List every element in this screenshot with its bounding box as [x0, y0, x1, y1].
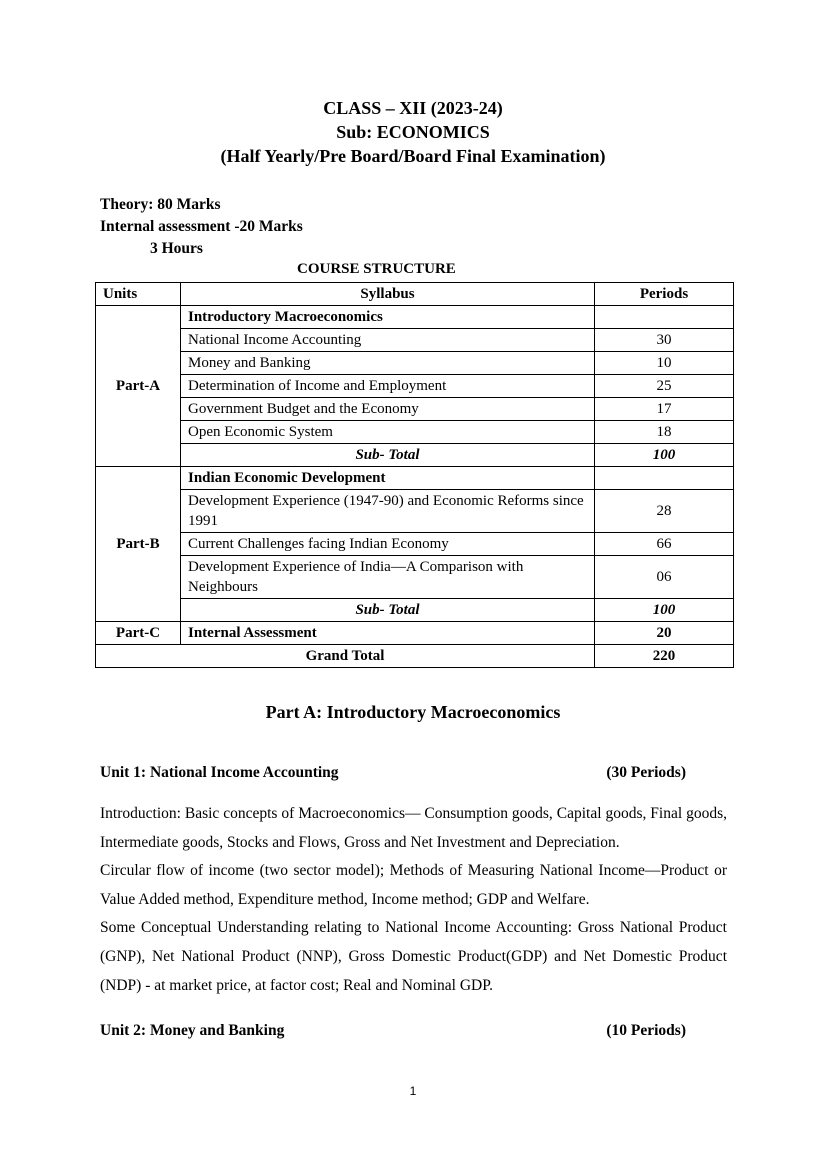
unit-1-paragraph: Some Conceptual Understanding relating to National Income Accounting: Gross National Product (GNP), Net National Product (NNP), Gross Domestic Product(GDP) and Net Domestic Product (NDP) - at market price, at factor cost; Real and Nominal GDP.	[100, 919, 727, 994]
unit-2-title: Unit 2: Money and Banking	[100, 1022, 285, 1039]
part-a-title: Introductory Macroeconomics	[181, 306, 595, 329]
grand-total-label: Grand Total	[96, 645, 595, 668]
units-column-header: Units	[96, 283, 181, 306]
unit-2-periods: (10 Periods)	[606, 1022, 686, 1039]
class-line: CLASS – XII (2023-24)	[323, 98, 503, 118]
part-a-subtotal-label: Sub- Total	[181, 444, 595, 467]
topic-periods: 06	[595, 556, 734, 599]
table-row	[96, 533, 734, 556]
periods-column-header: Periods	[595, 283, 734, 306]
table-row	[96, 306, 734, 329]
part-c-periods: 20	[595, 622, 734, 645]
table-row	[96, 329, 734, 352]
unit-1-content	[100, 800, 727, 1000]
table-row	[96, 599, 734, 622]
internal-assessment-marks: Internal assessment -20 Marks	[100, 218, 303, 235]
grand-total-row	[96, 645, 734, 668]
course-structure-table	[95, 282, 734, 668]
part-b-title-periods	[595, 467, 734, 490]
table-header-row	[96, 283, 734, 306]
part-b-subtotal-value: 100	[595, 599, 734, 622]
unit-1-periods: (30 Periods)	[606, 764, 686, 781]
syllabus-topic: Government Budget and the Economy	[181, 398, 595, 421]
exam-meta	[100, 194, 303, 260]
syllabus-topic: Open Economic System	[181, 421, 595, 444]
topic-periods: 30	[595, 329, 734, 352]
part-a-subtotal-value: 100	[595, 444, 734, 467]
table-row	[96, 467, 734, 490]
table-row	[96, 352, 734, 375]
document-title	[0, 96, 826, 168]
table-row	[96, 375, 734, 398]
part-b-label: Part-B	[96, 467, 181, 622]
unit-1-title: Unit 1: National Income Accounting	[100, 764, 339, 781]
syllabus-topic: Current Challenges facing Indian Economy	[181, 533, 595, 556]
theory-marks: Theory: 80 Marks	[100, 196, 221, 213]
course-structure-heading: COURSE STRUCTURE	[297, 261, 456, 277]
table-row	[96, 398, 734, 421]
part-c-title: Internal Assessment	[181, 622, 595, 645]
part-b-subtotal-label: Sub- Total	[181, 599, 595, 622]
syllabus-column-header: Syllabus	[181, 283, 595, 306]
table-row	[96, 421, 734, 444]
topic-periods: 18	[595, 421, 734, 444]
syllabus-topic: Development Experience of India—A Comparison with Neighbours	[181, 556, 595, 599]
part-b-title: Indian Economic Development	[181, 467, 595, 490]
unit-1-paragraph: Circular flow of income (two sector model); Methods of Measuring National Income—Product or Value Added method, Expenditure method, Income method; GDP and Welfare.	[100, 862, 727, 908]
part-c-label: Part-C	[96, 622, 181, 645]
part-a-title-periods	[595, 306, 734, 329]
syllabus-topic: Development Experience (1947-90) and Economic Reforms since 1991	[181, 490, 595, 533]
topic-periods: 10	[595, 352, 734, 375]
table-row	[96, 444, 734, 467]
part-a-section-heading: Part A: Introductory Macroeconomics	[265, 702, 561, 722]
table-row	[96, 490, 734, 533]
exam-line: (Half Yearly/Pre Board/Board Final Examination)	[220, 146, 606, 166]
unit-1-paragraph: Introduction: Basic concepts of Macroeconomics— Consumption goods, Capital goods, Final goods, Intermediate goods, Stocks and Flows, Gross and Net Investment and Depreciation.	[100, 805, 727, 851]
subject-line: Sub: ECONOMICS	[336, 122, 490, 142]
syllabus-topic: Money and Banking	[181, 352, 595, 375]
topic-periods: 25	[595, 375, 734, 398]
page-number: 1	[409, 1084, 417, 1098]
part-a-label: Part-A	[96, 306, 181, 467]
syllabus-topic: Determination of Income and Employment	[181, 375, 595, 398]
exam-duration: 3 Hours	[150, 240, 203, 257]
topic-periods: 28	[595, 490, 734, 533]
topic-periods: 17	[595, 398, 734, 421]
syllabus-topic: National Income Accounting	[181, 329, 595, 352]
table-row	[96, 556, 734, 599]
table-row	[96, 622, 734, 645]
topic-periods: 66	[595, 533, 734, 556]
grand-total-value: 220	[595, 645, 734, 668]
